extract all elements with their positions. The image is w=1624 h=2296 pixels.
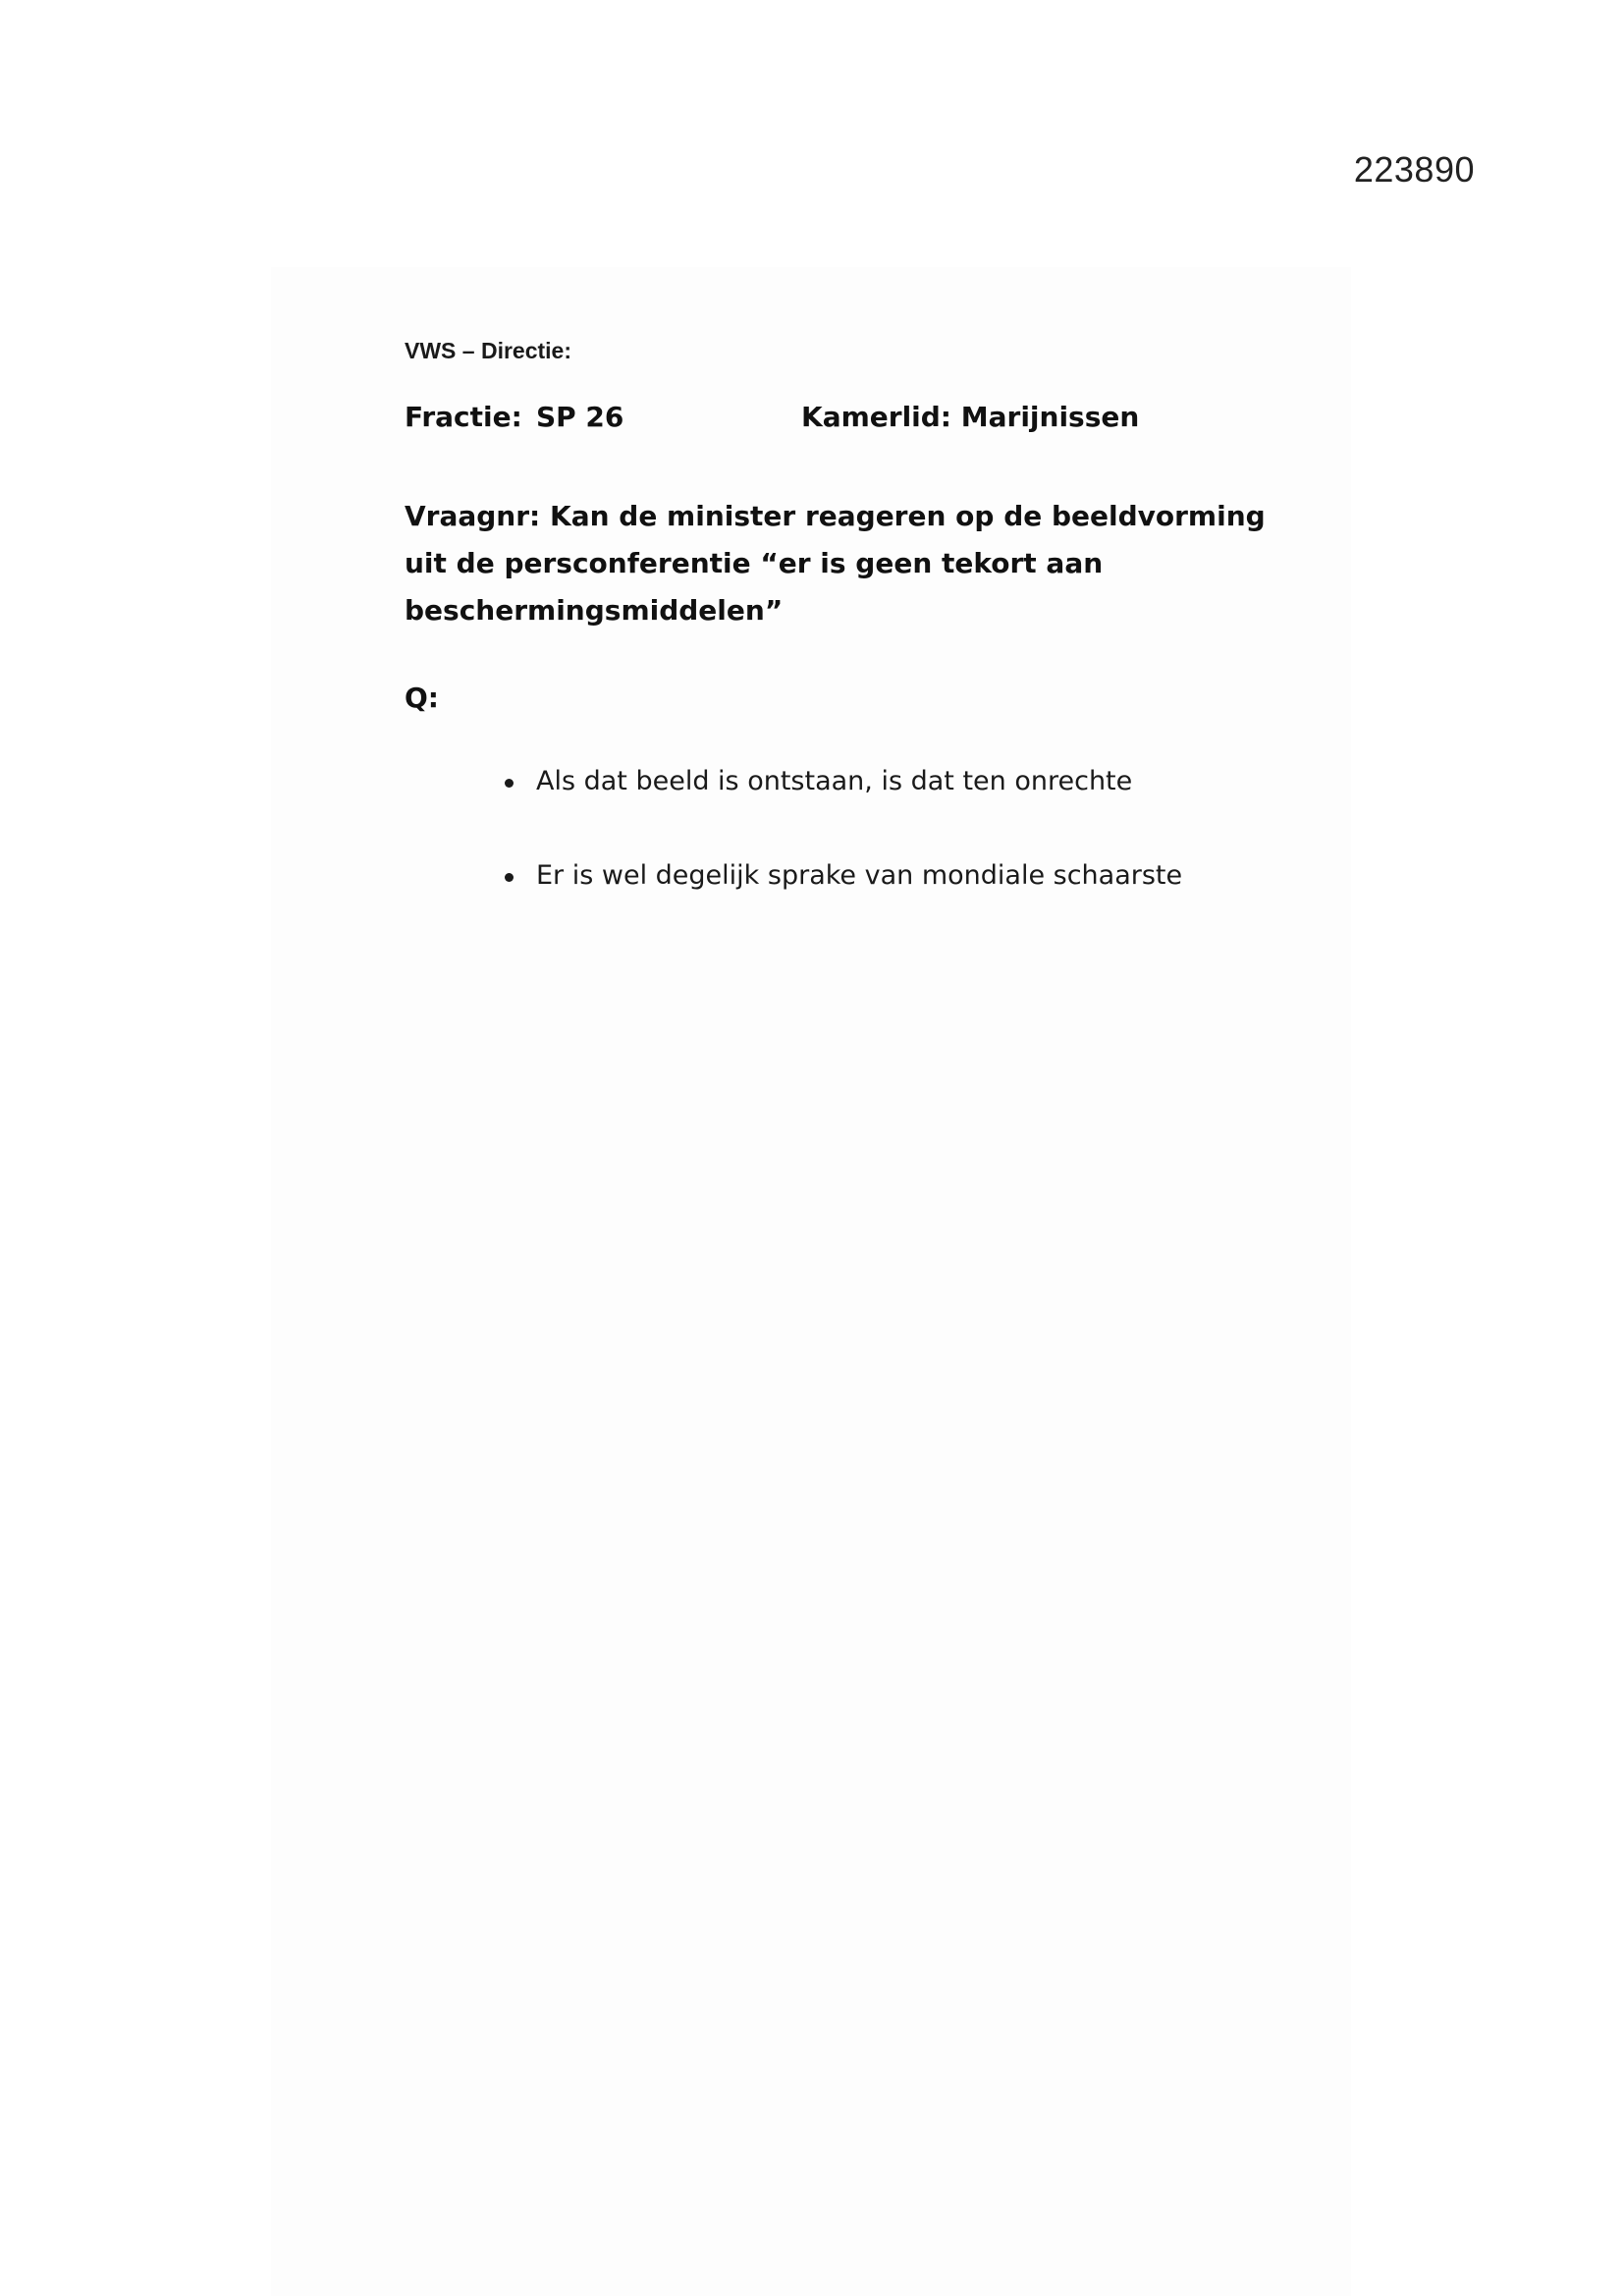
answer-item: [499, 766, 1182, 860]
bullet-icon: [505, 779, 514, 788]
document-number: 223890: [1353, 149, 1475, 190]
fractie-row: [405, 401, 1288, 440]
fractie-label: Fractie:: [405, 401, 522, 433]
question-text: [405, 493, 1266, 634]
question-line: beschermingsmiddelen”: [405, 594, 784, 627]
answer-text: Er is wel degelijk sprake van mondiale schaarste: [536, 860, 1183, 891]
answer-list: [499, 766, 1182, 955]
directie-label: VWS – Directie:: [405, 338, 571, 363]
question-line: uit de persconferentie “er is geen tekort aan: [405, 547, 1104, 579]
answer-text: Als dat beeld is ontstaan, is dat ten onrechte: [536, 766, 1133, 796]
q-label: Q:: [405, 682, 439, 714]
answer-item: [499, 860, 1182, 955]
question-line: Vraagnr: Kan de minister reageren op de beeldvorming: [405, 500, 1266, 532]
bullet-icon: [505, 873, 514, 882]
kamerlid-label: Kamerlid: Marijnissen: [801, 401, 1140, 433]
fractie-value: SP 26: [536, 401, 624, 433]
